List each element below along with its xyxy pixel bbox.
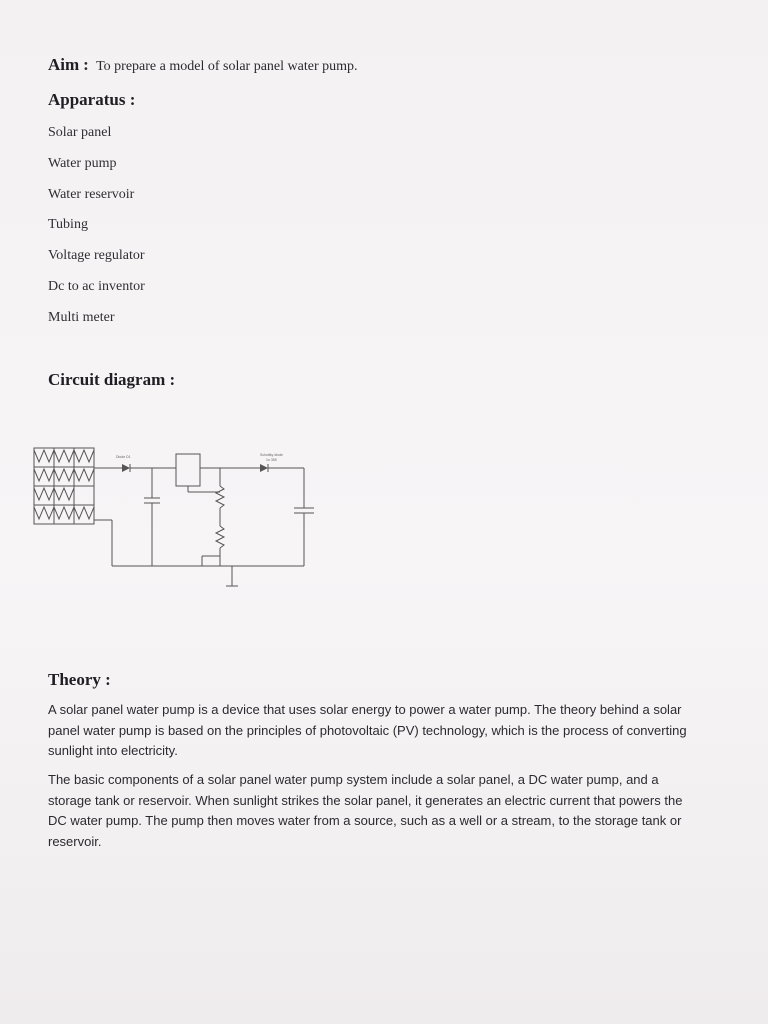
apparatus-item: Water pump bbox=[48, 155, 117, 171]
solar-panel-array bbox=[34, 448, 94, 524]
apparatus-list bbox=[48, 118, 145, 334]
diode-d1-label: Diode D1 bbox=[116, 455, 131, 459]
apparatus-item: Water reservoir bbox=[48, 186, 135, 202]
aim-colon: : bbox=[83, 55, 89, 74]
circuit-heading: Circuit diagram : bbox=[48, 370, 176, 389]
theory-paragraph: The basic components of a solar panel water pump system include a solar panel, a DC water pump, and a storage tank or reservoir. When sunlight strikes the solar panel, it generates an electric current that powers the DC water pump. The pump then moves water from a source, such as a well or a stream, to the storage tank or reservoir. bbox=[48, 772, 683, 849]
aim-label: Aim bbox=[48, 55, 80, 74]
theory-paragraph: A solar panel water pump is a device that uses solar energy to power a water pump. The theory behind a solar panel water pump is based on the principles of photovoltaic (PV) technology, which is the process of converting sunlight into electricity. bbox=[48, 702, 687, 758]
schottky-label: Schottky diode bbox=[260, 453, 283, 457]
theory-heading: Theory : bbox=[48, 670, 111, 689]
schottky-part-label: 1n 355 bbox=[266, 458, 277, 462]
circuit-diagram bbox=[30, 440, 320, 600]
aim-text: To prepare a model of solar panel water pump. bbox=[96, 59, 358, 74]
apparatus-item: Tubing bbox=[48, 217, 88, 233]
diode-d1 bbox=[122, 464, 130, 472]
schottky-diode bbox=[260, 464, 268, 472]
apparatus-heading: Apparatus : bbox=[48, 90, 136, 109]
voltage-regulator bbox=[176, 454, 200, 486]
apparatus-item: Dc to ac inventor bbox=[48, 278, 145, 294]
apparatus-item: Solar panel bbox=[48, 125, 112, 140]
apparatus-item: Voltage regulator bbox=[48, 248, 145, 264]
aim-line bbox=[48, 55, 358, 75]
apparatus-item: Multi meter bbox=[48, 309, 115, 325]
